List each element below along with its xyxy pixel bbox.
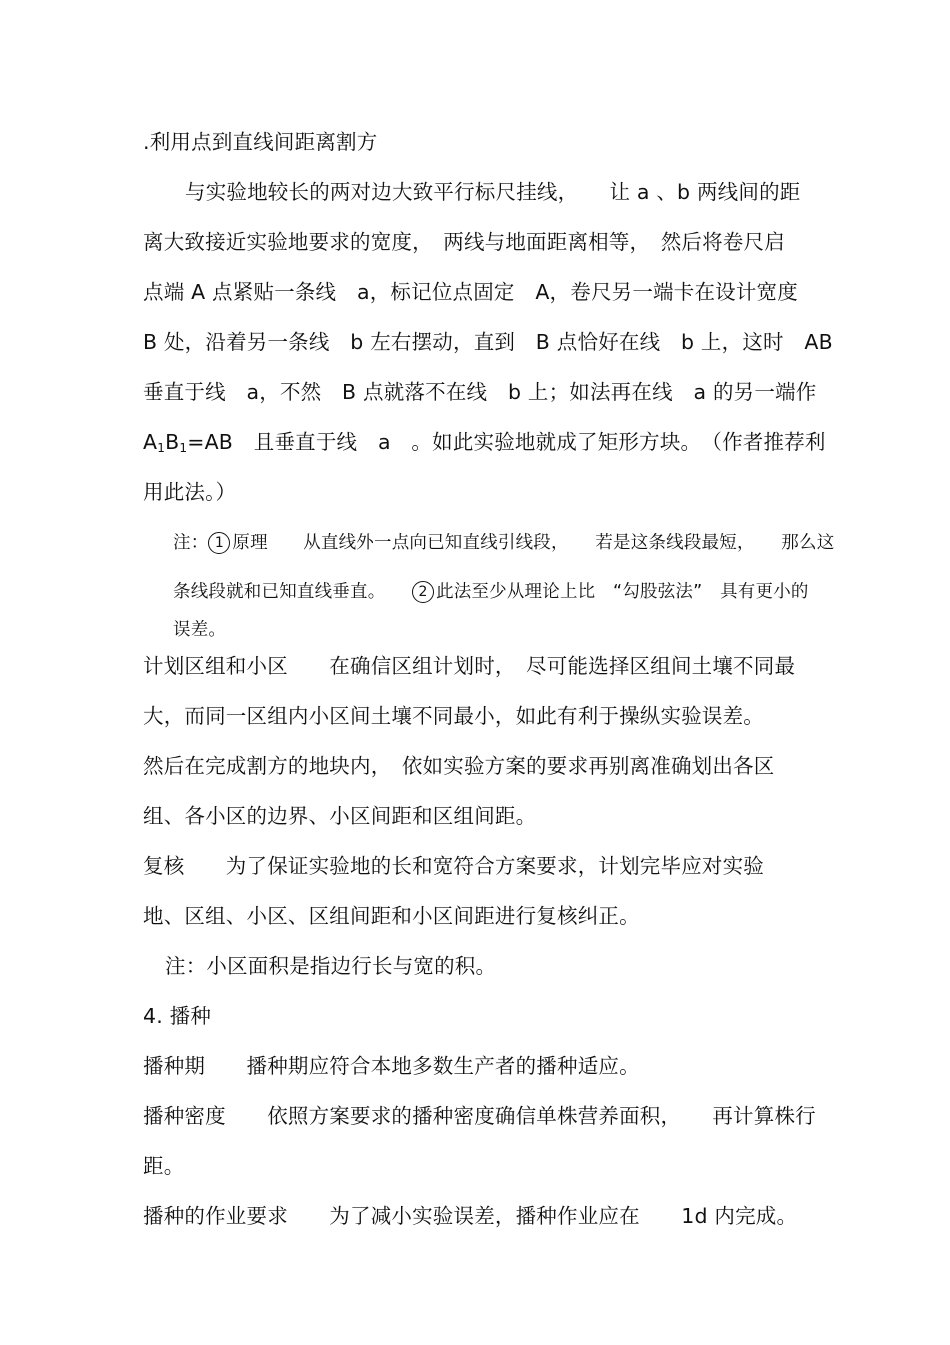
paragraph-line: 离大致接近实验地要求的宽度， 两线与地面距离相等， 然后将卷尺启 [143,230,785,254]
paragraph-line: 计划区组和小区 在确信区组计划时， 尽可能选择区组间土壤不同最 [143,654,796,678]
paragraph-line: 点端 A 点紧贴一条线 a，标记位点固定 A，卷尺另一端卡在设计宽度 [143,280,798,304]
paragraph-line: 复核 为了保证实验地的长和宽符合方案要求，计划完毕应对实验 [143,854,764,878]
circled-number: 2 [412,581,434,603]
paragraph-line: 地、区组、小区、区组间距和小区间距进行复核纠正。 [143,904,640,928]
paragraph-line: $A_1B_1=AB$ 且垂直于线 a 。如此实验地就成了矩形方块。 （作者推荐利 [143,430,826,455]
paragraph-line: 垂直于线 a，不然 B 点就落不在线 b 上；如法再在线 a 的另一端作 [143,380,817,404]
note-line: 注：小区面积是指边行长与宽的积。 [165,954,497,978]
note-line: 误差。 [173,620,227,640]
point-a1: $A_1$ [143,430,166,455]
paragraph-line: 播种的作业要求 为了减小实验误差，播种作业应在 1d 内完成。 [143,1204,798,1228]
paragraph-line: 然后在完成割方的地块内， 依如实验方案的要求再别离准确划出各区 [143,754,775,778]
paragraph-line: 大，而同一区组内小区间土壤不同最小，如此有利于操纵实验误差。 [143,704,764,728]
note-line: 注： 1 原理 从直线外一点向已知直线引线段， 若是这条线段最短， 那么这 [173,533,835,553]
paragraph-line: 播种密度 依照方案要求的播种密度确信单株营养面积， 再计算株行 [143,1104,816,1128]
paragraph-line: 距。 [143,1154,185,1178]
circled-number: 1 [208,532,230,554]
note-line: 条线段就和已知直线垂直。 2 此法至少从理论上比 “勾股弦法” 具有更小的 [173,582,809,602]
paragraph-line: 组、各小区的边界、小区间距和区组间距。 [143,804,537,828]
paragraph-line: 与实验地较长的两对边大致平行标尺挂线， 让 a 、b 两线间的距 [185,180,801,204]
paragraph-line: 播种期 播种期应符合本地多数生产者的播种适应。 [143,1054,640,1078]
paragraph-line: 用此法。） [143,480,237,504]
paragraph-line: B 处，沿着另一条线 b 左右摆动，直到 B 点恰好在线 b 上，这时 AB [143,330,833,354]
point-b1: $B_1$ [165,430,188,455]
section-heading: .利用点到直线间距离割方 [143,130,378,154]
section-heading: 4. 播种 [143,1004,212,1028]
